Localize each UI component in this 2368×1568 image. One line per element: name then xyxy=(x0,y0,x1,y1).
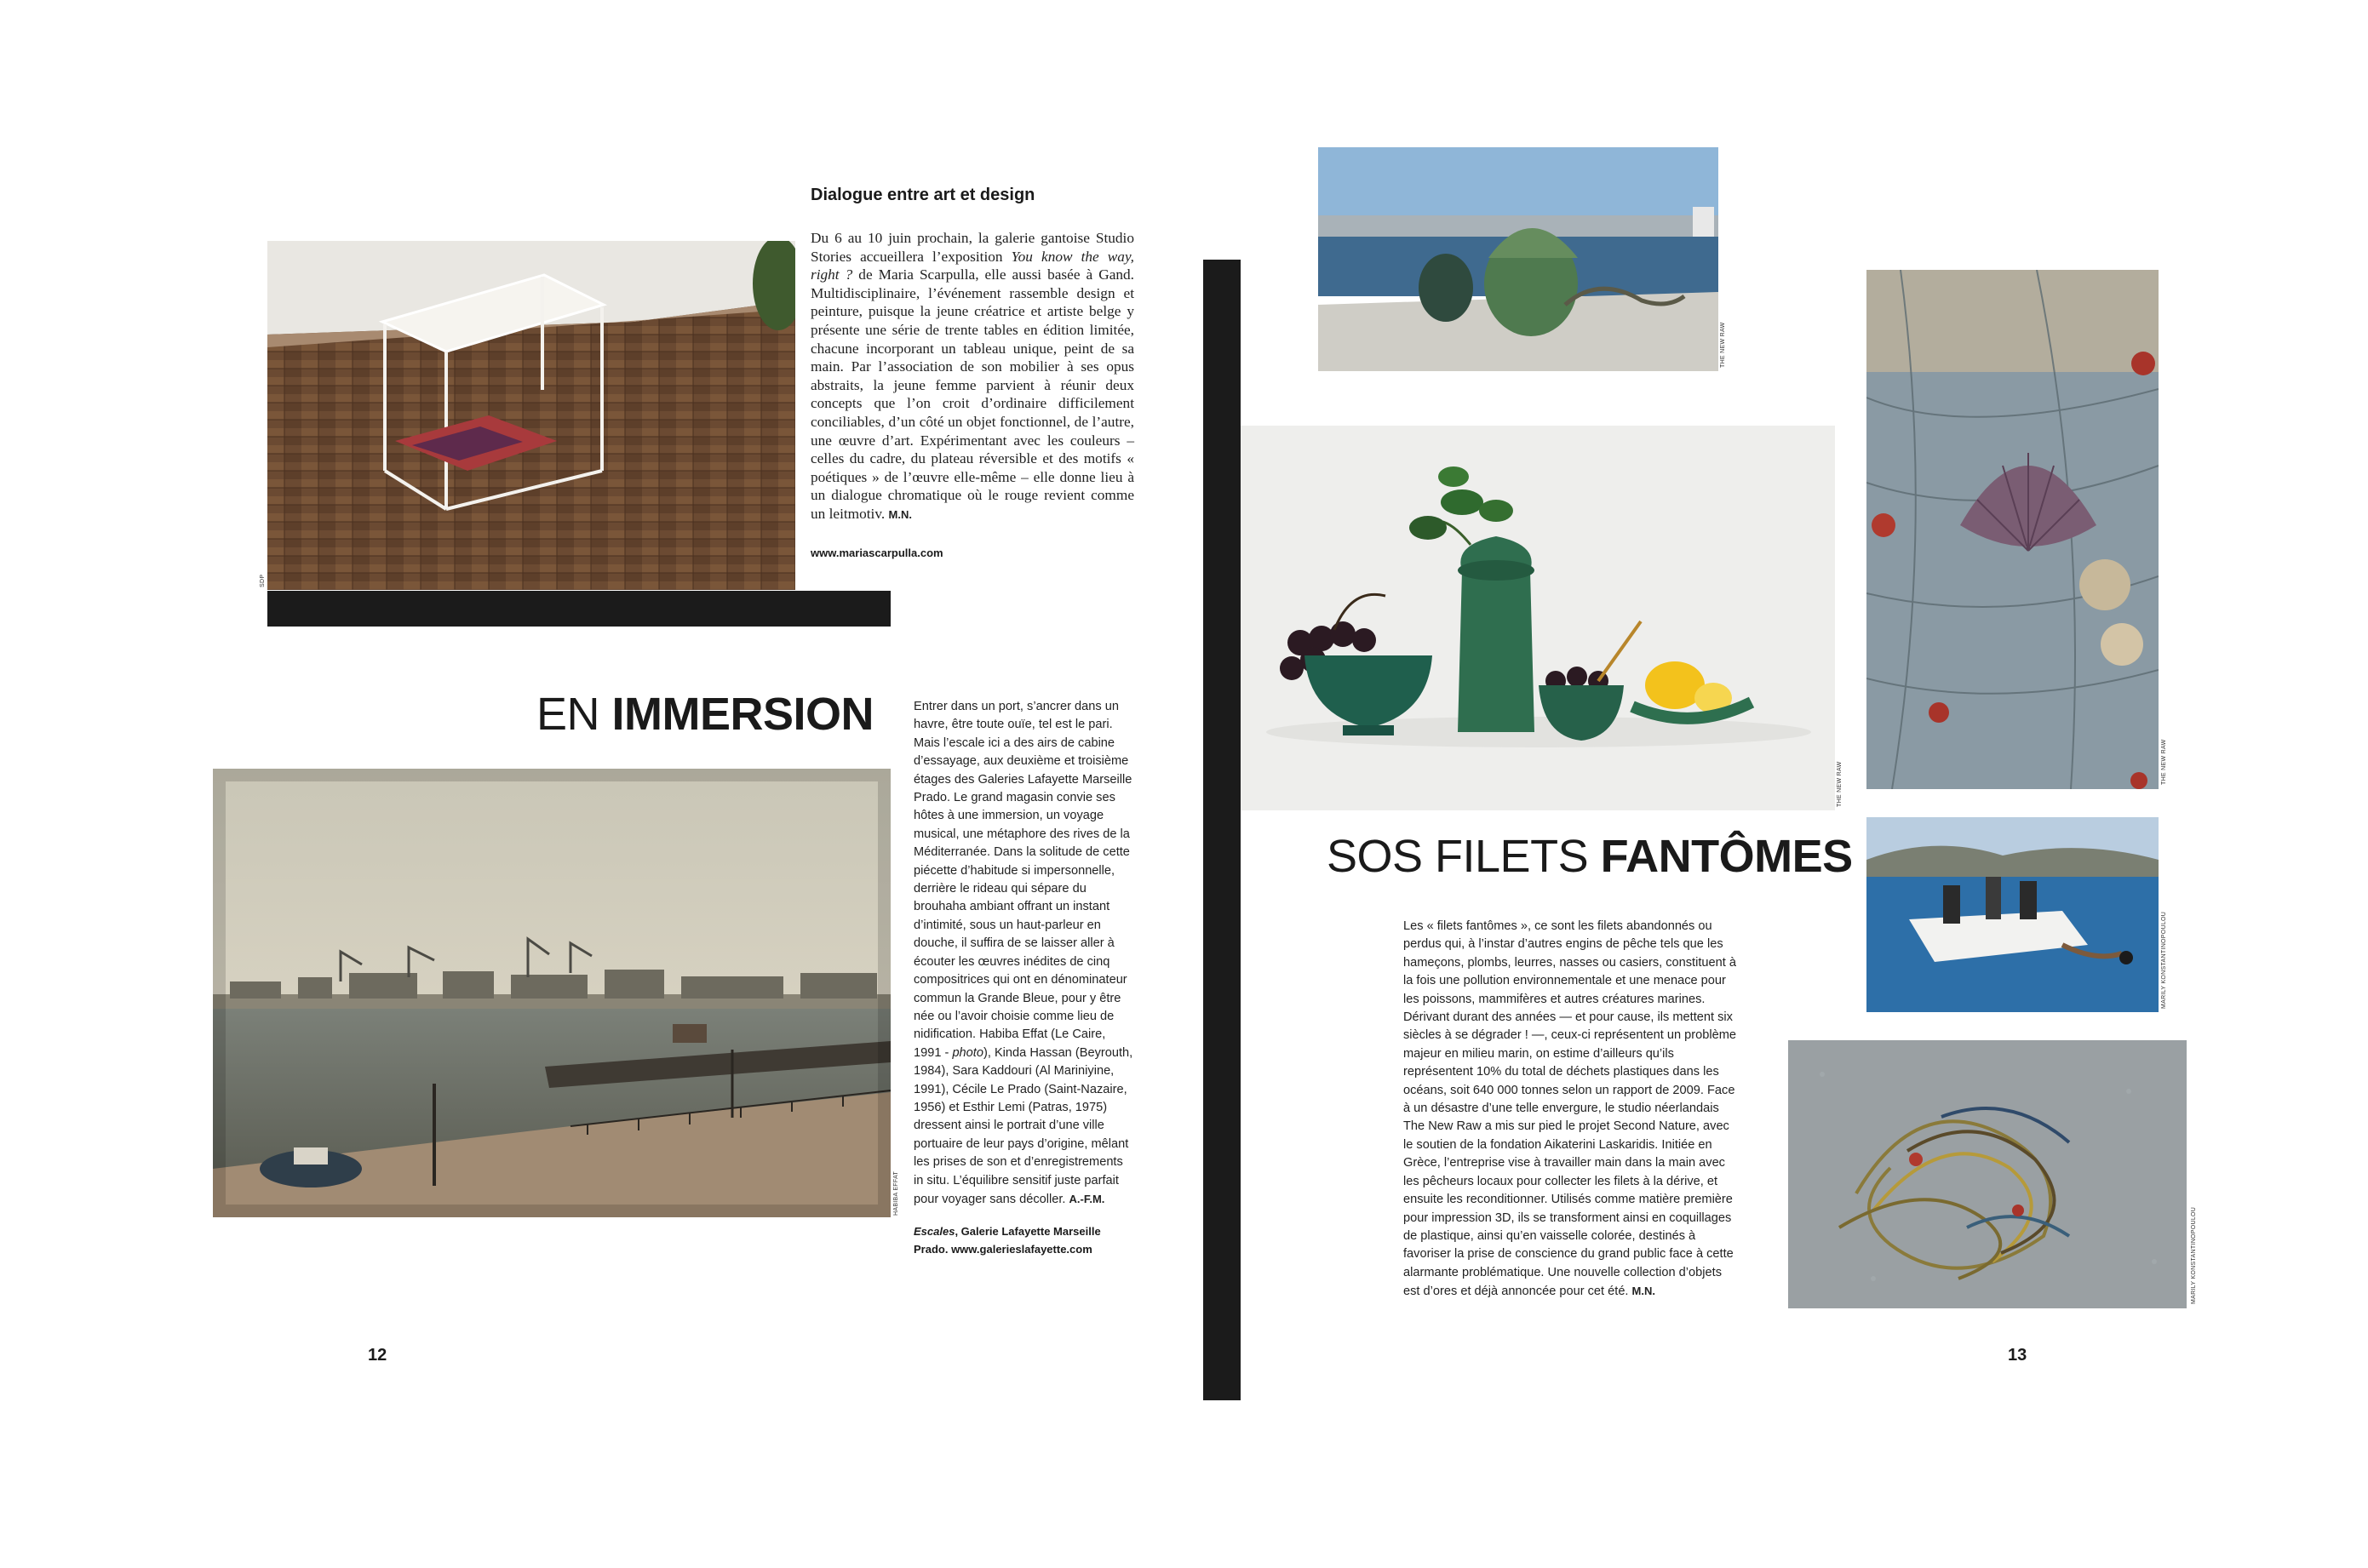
ghost-nets-headline: SOS FILETS FANTÔMES xyxy=(1327,831,1853,882)
baskets-photo xyxy=(1318,147,1718,371)
article-body: Entrer dans un port, s’ancrer dans un havre, être toute ouïe, tel est le pari. Mais l’escale ici a des airs de cabine d’essayage, aux deuxième et troisième étages des Galeries Lafayette Marseille Prado. Le grand magasin convie ses hôtes à une immersion, un voyage musical, une métaphore des rives de la Méditerranée. Dans la solitude de cette piécette d’habitude si impersonnelle, derrière le rideau qui sépare du brouhaha ambiant offrant un instant d’intimité, sous un haut-parleur en douche, il suffira de se laisser aller à écouter les œuvres inédites de cinq compositrices qui ont en dénominateur commun la Grande Bleue, pour y être née ou l’avoir choisie comme lieu de nidification. Habiba Effat (Le Caire, 1991 - photo), Kinda Hassan (Beyrouth, 1984), Sara Kaddouri (Al Mariniyine, 1991), Cécile Le Prado (Saint-Nazaire, 1956) et Esthir Lemi (Patras, 1975) dressent ainsi le portrait d’une ville portuaire de leur pays d’origine, mêlant les prises de son et d’enregistrements in situ. L’équilibre sensitif juste parfait pour voyager sans décoller. A.-F.M. xyxy=(914,700,1133,1206)
article-caption: Escales, Galerie Lafayette Marseille Prado. www.galerieslafayette.com xyxy=(914,1225,1101,1256)
page-number: 12 xyxy=(368,1346,387,1365)
boat-photo xyxy=(1866,817,2159,1012)
photo-credit: SDP xyxy=(260,574,266,587)
photo-credit: THE NEW RAW xyxy=(2161,739,2167,785)
ghost-nets-article xyxy=(1403,918,1737,1302)
art-design-article xyxy=(811,186,1134,559)
table-photo xyxy=(267,241,795,590)
article-url[interactable]: www.mariascarpulla.com xyxy=(811,546,943,559)
article-body: Les « filets fantômes », ce sont les filets abandonnés ou perdus qui, à l’instar d’autres engins de pêche tels que les hameçons, plombs, leurres, nasses ou casiers, constituent à la fois une pollution environnementale et une menace pour les poissons, mammifères et autres créatures marines. Dérivant durant des années — et pour cause, ils mettent six siècles à se dégrader ! —, ceux-ci représentent un problème majeur en milieu marin, on estime d’ailleurs qu’ils représentent 10% du total de déchets plastiques dans les océans, soit 640 000 tonnes selon un rapport de 2009. Face à un désastre d’une telle envergure, le studio néerlandais The New Raw a mis sur pied le projet Second Nature, avec le soutien de la fondation Aikaterini Laskaridis. Initiée en Grèce, l’entreprise vise à travailler main dans la main avec les pêcheurs locaux pour collecter les filets à la dérive, et ensuite les reconditionner. Utilisés comme matière première pour impression 3D, ils se transforment ainsi en coquillages de plastique, ainsi qu’en vaisselle colorée, destinés à favoriser la prise de conscience du grand public face à cette alarmante problématique. Une nouvelle collection d’objets est d’ores et déjà annoncée pour cet été. M.N. xyxy=(1403,919,1736,1299)
article-heading: Dialogue entre art et design xyxy=(811,186,1035,204)
photo-credit: MARILY KONSTANTINOPOULOU xyxy=(2191,1206,2197,1304)
immersion-headline: EN IMMERSION xyxy=(536,689,874,740)
article-body: Du 6 au 10 juin prochain, la galerie gantoise Studio Stories accueillera l’exposition You know the way, right ? de Maria Scarpulla, elle aussi basée à Gand. Multidisciplinaire, l’événement rassemble design et peinture, puisque la jeune créatrice et artiste belge y présente une série de trente tables en édition limitée, chacune incorporant un tableau unique, peint de sa main. Par l’association de son mobilier à ses opus abstraits, la jeune femme parvient à réunir deux concepts que l’on croit d’ordinaire difficilement conciliables, d’un côté un objet fonctionnel, de l’autre, une œuvre d’art. Expérimentant avec les couleurs – celles du cadre, du plateau réversible et des motifs « poétiques » de l’œuvre elle-même – elle donne lieu à un dialogue chromatique où le rouge revient comme un leitmotiv. M.N. xyxy=(811,230,1134,522)
photo-credit: HABIBA EFFAT xyxy=(893,1170,899,1216)
shell-photo xyxy=(1866,270,2159,789)
still-life-photo xyxy=(1241,426,1835,810)
port-photo xyxy=(213,769,891,1217)
photo-credit: THE NEW RAW xyxy=(1837,761,1843,807)
photo-credit: THE NEW RAW xyxy=(1720,322,1726,368)
immersion-article xyxy=(914,698,1135,1258)
divider-bar xyxy=(267,591,891,627)
photo-credit: MARILY KONSTANTINOPOULOU xyxy=(2161,911,2167,1009)
nets-photo xyxy=(1788,1040,2187,1308)
page-number: 13 xyxy=(2008,1346,2027,1365)
divider-bar xyxy=(1203,260,1241,1400)
